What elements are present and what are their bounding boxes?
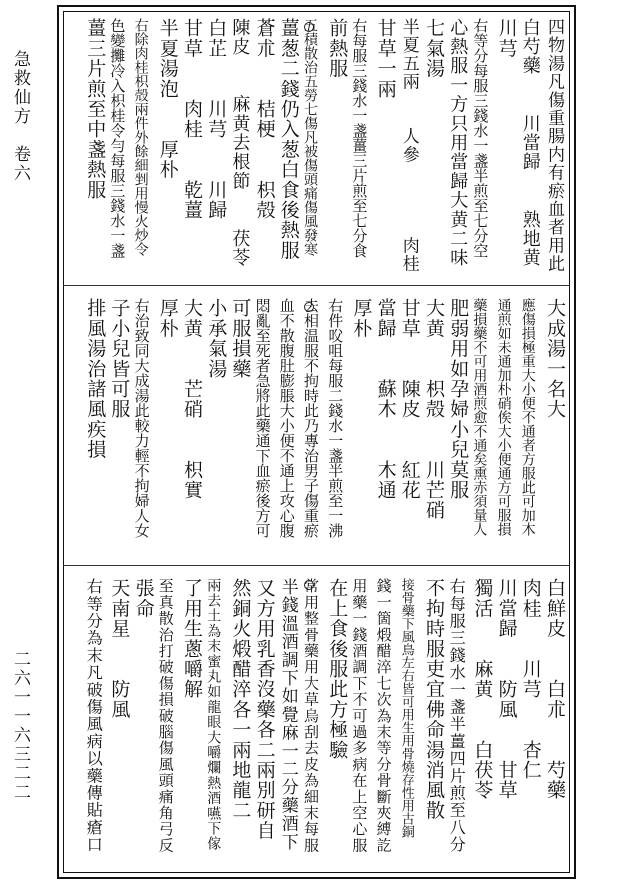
text-column: 大成湯一名大	[544, 298, 566, 420]
text-column: 至真散治打破傷損破腦傷風頭痛角弓反	[156, 578, 175, 854]
text-column: 子小兒皆可服	[108, 298, 131, 420]
text-column: 大黄 枳殻 川芒硝	[423, 298, 445, 521]
text-column: 右件㕮咀每服二錢水一盞半煎至一沸	[326, 298, 345, 538]
section-divider	[63, 285, 570, 286]
text-column: 薑葱二錢仍入葱白食後熱服	[277, 18, 300, 261]
text-column: 半錢溫酒調下如覺麻一二分藥酒下	[277, 578, 298, 851]
text-column: 右等分為末凡破傷風病以藥傳貼瘡口	[84, 578, 104, 854]
text-column: 通煎如未通加朴硝俟大小便通方可服損	[495, 298, 512, 536]
text-column: 心熱服一方只用當歸大黄二味	[447, 18, 469, 268]
text-column: 右治致同大成湯此較力輕不拘婦人女	[132, 298, 151, 538]
text-column: 天南星 防風	[108, 578, 131, 720]
text-column: 可服損藥	[229, 298, 252, 379]
text-column: 獨活 麻黄 白茯苓	[471, 578, 494, 801]
text-column: 甘草 陳皮 紅花	[398, 298, 421, 500]
text-column: 半夏湯泡 厚朴	[156, 18, 179, 180]
text-column: 白鮮皮 白朮 芍藥	[544, 578, 566, 801]
page-number-margin: 二六一一六三二二	[10, 650, 30, 802]
text-column: 半夏五兩 人參 肉桂	[398, 18, 419, 273]
title-margin: 急救仙方 卷六	[10, 50, 30, 183]
text-column: 血不散腹肚膨脹大小便不通上攻心腹	[277, 298, 296, 538]
text-column: 張命	[132, 578, 155, 619]
text-column: 用藥一錢酒調下不可過多病在上空心服	[350, 578, 369, 854]
text-column: 悶亂至死者急將此藥通下血瘀後方可	[253, 298, 272, 538]
text-column: 藥損藥不可用酒煎愈不通矣熏赤須量人	[471, 298, 488, 536]
text-column: 陳皮 麻黄去根節 茯苓	[229, 18, 251, 268]
text-column: 蒼朮 桔梗 枳殻	[253, 18, 276, 220]
text-column: 白芷 川芎 川歸	[205, 18, 228, 220]
text-column: 甘草一兩	[374, 18, 397, 99]
text-column: 右每服三錢水一盞薑三片煎至七分食	[350, 18, 369, 258]
text-column: 厚朴	[350, 298, 373, 339]
text-column: 七氣湯	[423, 18, 445, 79]
text-column: 肥弱用如孕婦小兒莫服	[447, 298, 470, 500]
text-column: 前熱服	[326, 18, 349, 79]
text-column: 了用生蔥嚼解	[181, 578, 203, 700]
text-column: 右等分每服三錢水一盞半煎至七分空	[471, 18, 490, 258]
text-column: 五積散治五勞七傷凡被傷頭痛傷風發寒	[302, 18, 318, 256]
text-column: 厚朴	[156, 298, 179, 339]
text-column: 川芎	[495, 18, 518, 59]
text-column: 當歸 蘇木 木通	[374, 298, 397, 500]
text-column: 常用整骨藥用大草烏刮去皮為細末每服	[302, 578, 320, 854]
text-column: 排風湯治諸風疾損	[84, 298, 107, 460]
text-column: 應傷損極重大小便不通者方服此可加木	[519, 298, 536, 536]
text-column: 薑三片煎至中盞熱服	[84, 18, 107, 200]
text-column: 甘草 肉桂 乾薑	[181, 18, 203, 220]
text-column: 不拘時服吏宜佛命湯消風散	[423, 578, 445, 821]
text-column: 大黄 芒硝 枳實	[181, 298, 203, 500]
text-column: 川當歸 防風 甘草	[495, 578, 518, 801]
section-divider	[63, 565, 570, 566]
text-column: 白芍藥 川當歸 熟地黄	[519, 18, 541, 268]
text-column: 右每服三錢水一盞半薑四片煎至八分	[447, 578, 467, 854]
text-column: 在上食後服此方極驗	[326, 578, 349, 760]
text-column: 接骨藥下風鳥左右皆可用生用骨燒存性用古銅	[398, 578, 414, 838]
text-column: 兩去土為末蜜丸如龍眼大嚼爛熱酒嚥下傢	[205, 578, 222, 852]
text-column: 錢一箇煅醋淬七次為末等分骨斷夾縛訖	[374, 578, 393, 854]
text-column: 四物湯凡傷重腸内有瘀血者用此	[544, 18, 564, 273]
text-column: 色變攤冷入枳桂令勻每服三錢水一盞	[108, 18, 127, 258]
text-column: 去相温服不拘時此乃專治男子傷重瘀	[302, 298, 320, 538]
text-column: 然銅火煅醋淬各一兩地龍二	[229, 578, 252, 821]
text-column: 又方用乳香沒藥各二兩別研自	[253, 578, 276, 841]
text-column: 右除肉桂枳殻兩件外餘細剉用慢火炒令	[132, 18, 149, 256]
text-column: 肉桂 川芎 杏仁	[519, 578, 542, 780]
text-column: 小承氣湯	[205, 298, 228, 379]
